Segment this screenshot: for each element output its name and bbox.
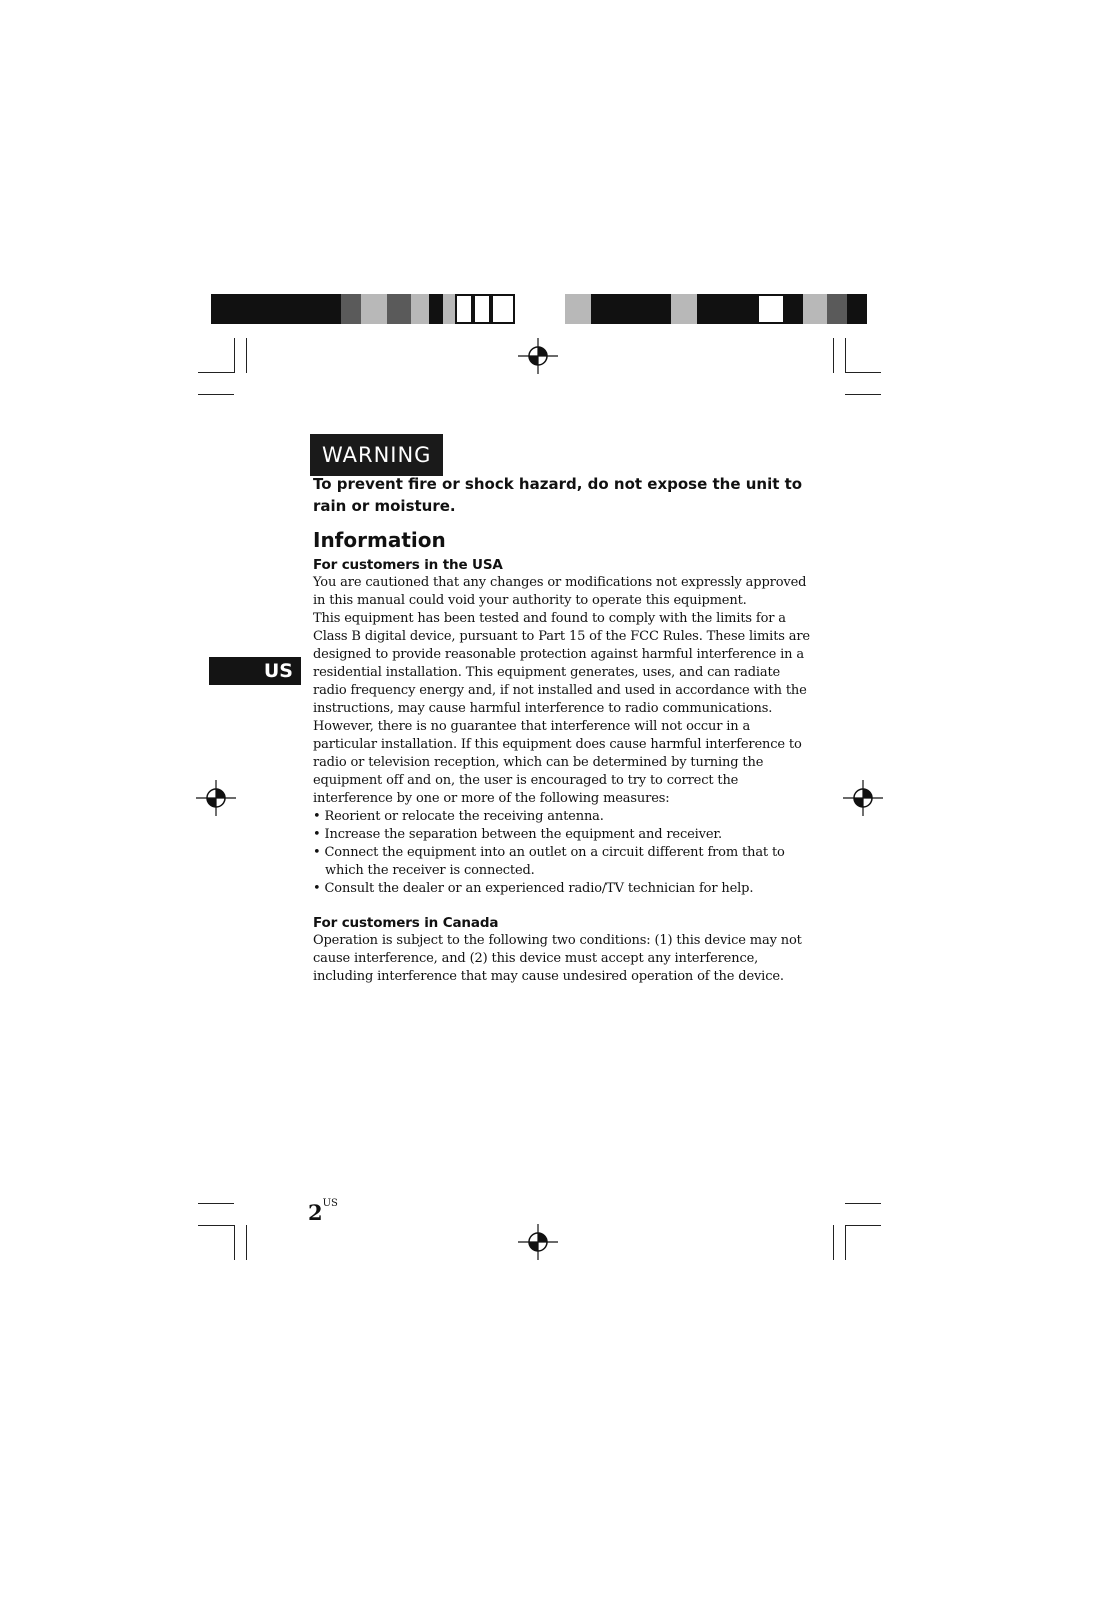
usa-bullet-1: • Reorient or relocate the receiving antenna. (313, 809, 604, 824)
usa-bullet-4: • Consult the dealer or an experienced radio/TV technician for help. (313, 881, 754, 896)
usa-section (313, 556, 813, 898)
usa-bullet-2: • Increase the separation between the equipment and receiver. (313, 827, 723, 842)
registration-mark-top (518, 336, 558, 376)
usa-bullet-3: • Connect the equipment into an outlet on a circuit different from that to which the receiver is connected. (313, 845, 785, 878)
usa-subheading: For customers in the USA (313, 557, 503, 573)
usa-paragraph-2: This equipment has been tested and found to comply with the limits for a Class B digital device, pursuant to Part 15 of the FCC Rules. These limits are designed to provide reasonable protection against harmful interference in a residential installation. This equipment generates, uses, and can radiate radio frequency energy and, if not installed and used in accordance with the instructions, may cause harmful interference to radio communications. However, there is no guarantee that interference will not occur in a particular installation. If this equipment does cause harmful interference to radio or television reception, which can be determined by turning the equipment off and on, the user is encouraged to try to correct the interference by one or more of the following measures: (313, 611, 810, 806)
page-number (308, 1200, 338, 1225)
us-side-tab (209, 657, 301, 685)
us-side-tab-label: US (263, 660, 293, 682)
page-number-value: 2 (308, 1200, 323, 1225)
usa-paragraph-1: You are cautioned that any changes or modifications not expressly approved in this manual could void your authority to operate this equipment. (313, 575, 807, 608)
information-heading: Information (313, 528, 446, 552)
warning-label: WARNING (310, 434, 443, 476)
registration-mark-left (196, 778, 236, 818)
warning-text: To prevent fire or shock hazard, do not expose the unit to rain or moisture. (313, 475, 803, 515)
page-number-suffix: US (322, 1198, 338, 1209)
color-bar-right (565, 294, 867, 324)
canada-paragraph: Operation is subject to the following two conditions: (1) this device may not cause interference, and (2) this device must accept any interference, including interference that may cause undesired operation of the device. (313, 933, 802, 984)
registration-mark-right (843, 778, 883, 818)
canada-subheading: For customers in Canada (313, 915, 499, 931)
color-bar-left (211, 294, 515, 324)
registration-mark-bottom (518, 1222, 558, 1262)
canada-section (313, 914, 813, 986)
